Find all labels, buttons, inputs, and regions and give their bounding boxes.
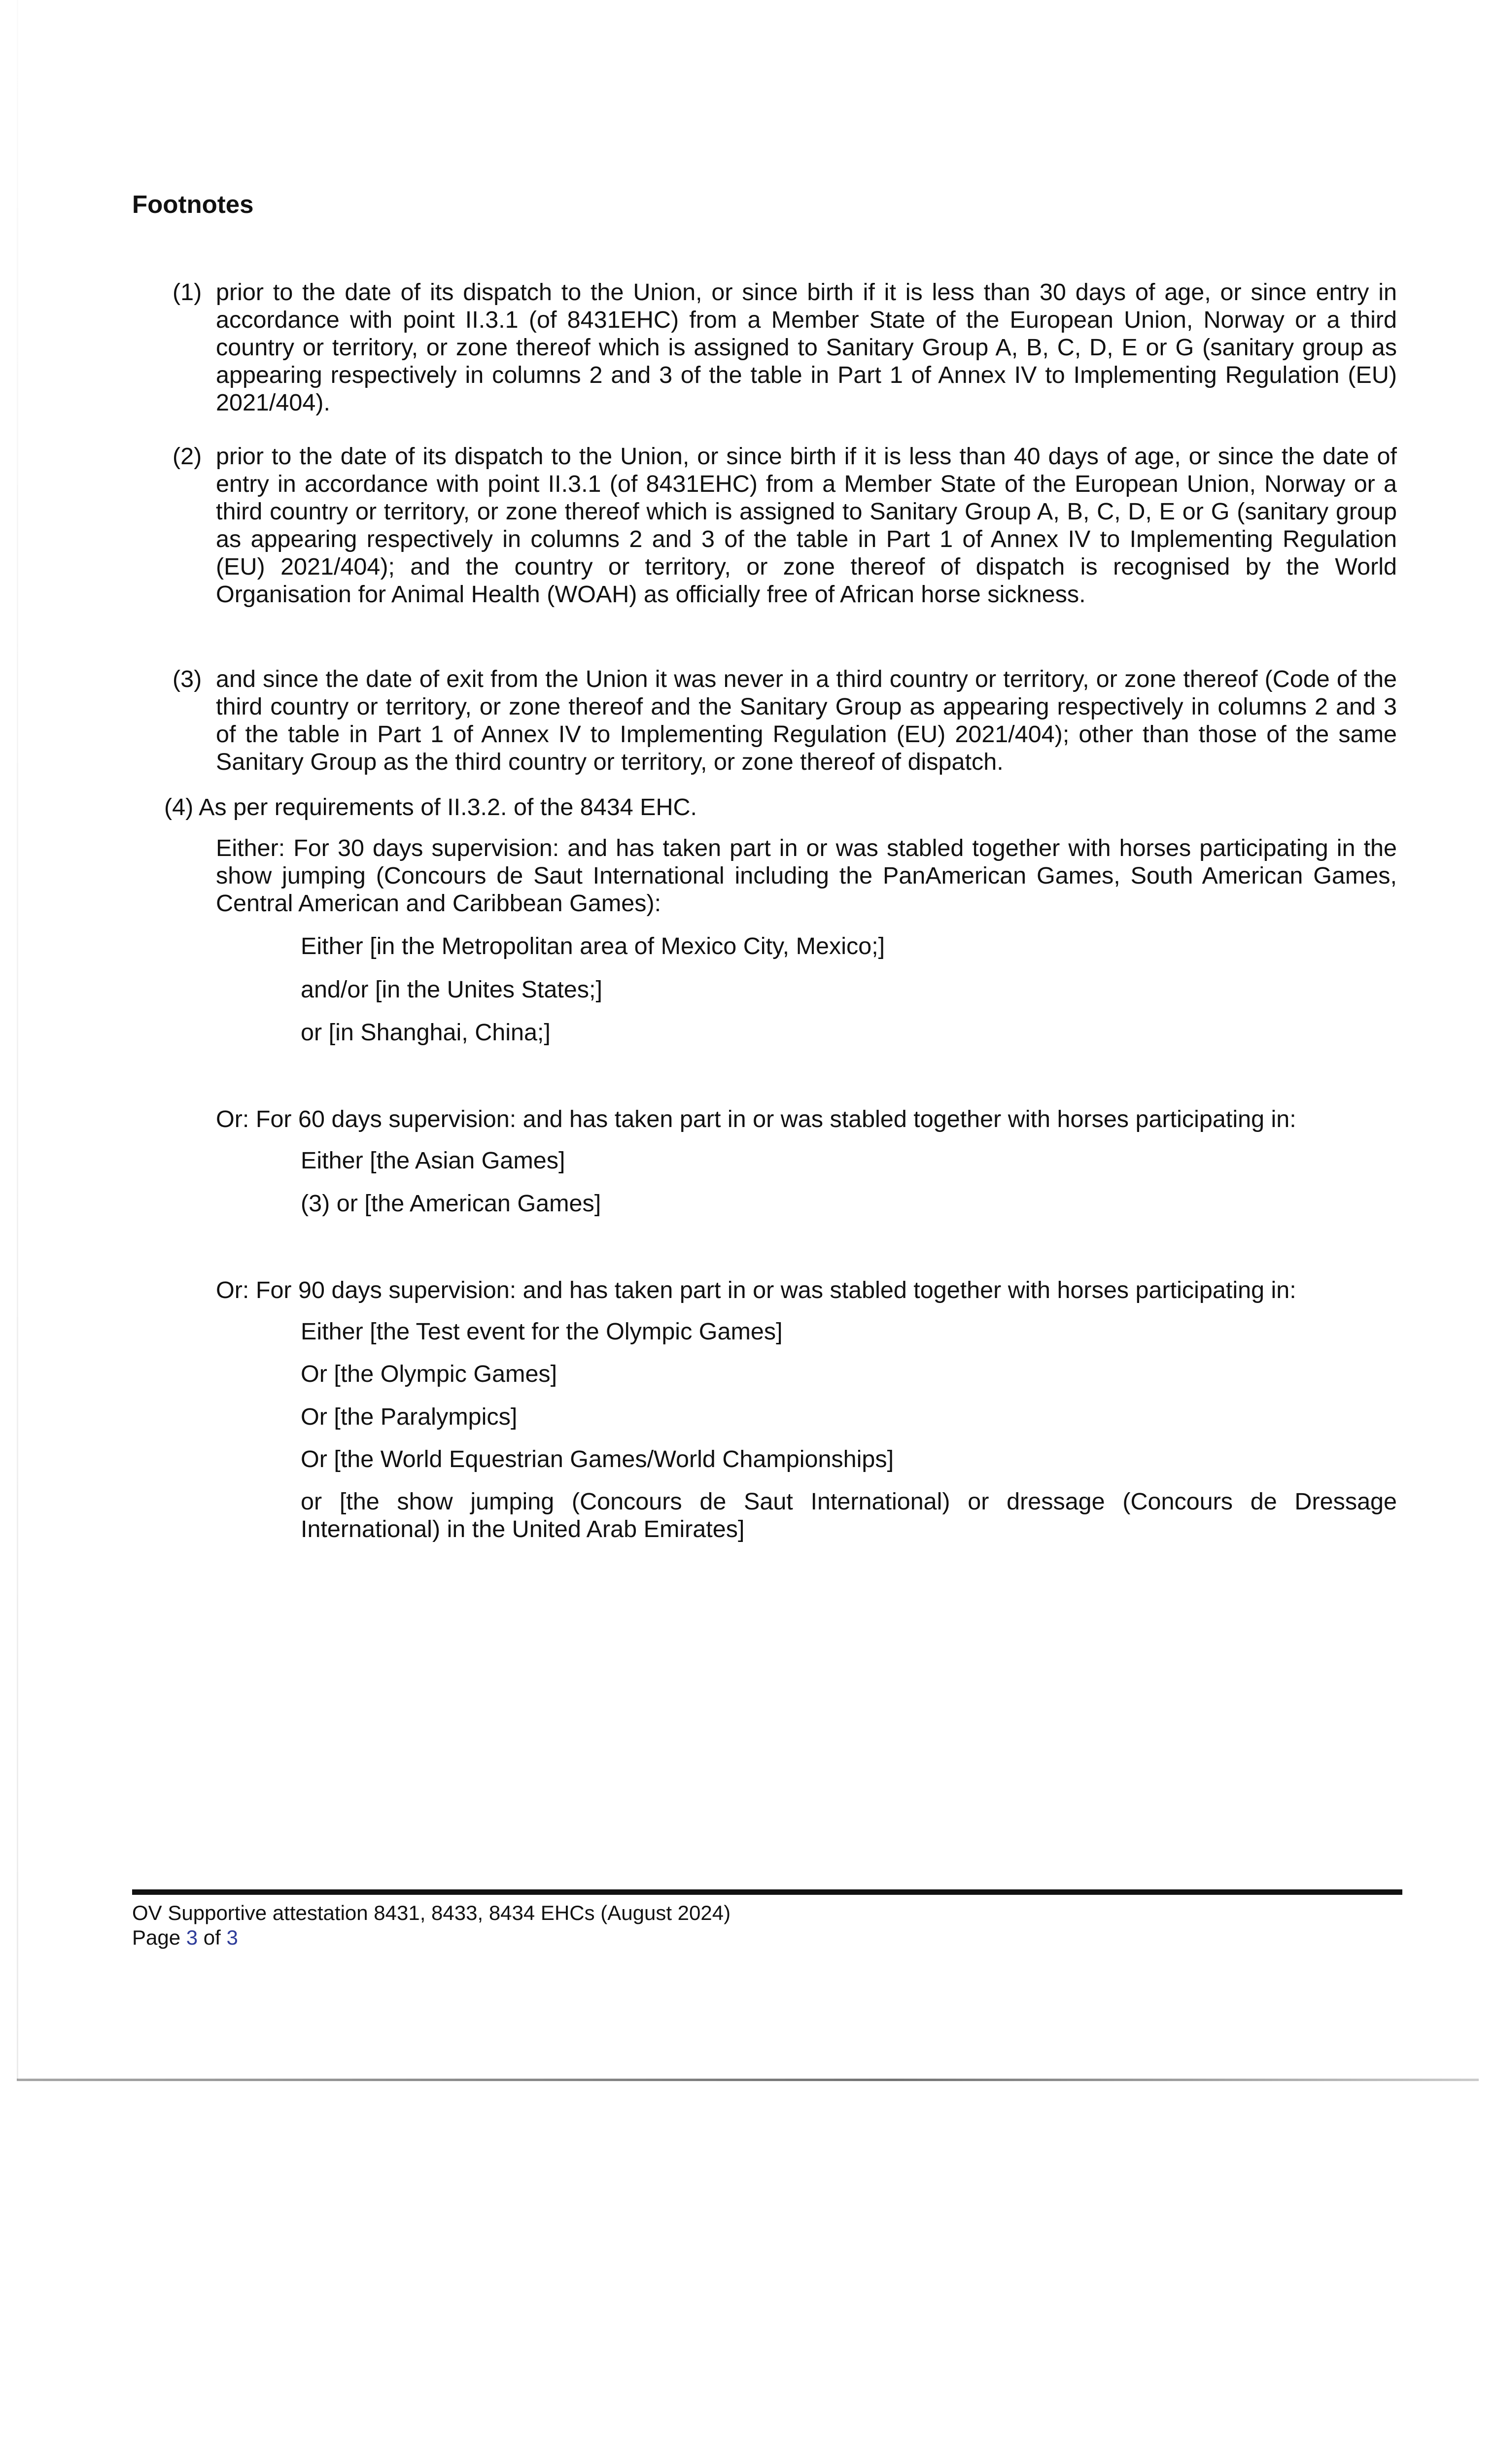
footnote-text: prior to the date of its dispatch to the Union, or since birth if it is less than 40 days of age, or since the date of entry in accordance with point II.3.1 (of 8431EHC) from a Member State of the European Union, Norway or a third country or territory, or zone thereof which is assigned to Sanitary Group A, B, C, D, E or G (sanitary group as appearing respectively in columns 2 and 3 of the table in Part 1 of Annex IV to Implementing Regulation (EU) 2021/404); and the country or territory, or zone thereof of dispatch is recognised by the World Organisation for Animal Health (WOAH) as officially free of African horse sickness. [216, 443, 1397, 608]
option-60-intro: Or: For 60 days supervision: and has taken part in or was stabled together with horses participating in: [216, 1106, 1296, 1132]
footnote-number: (2) [173, 443, 202, 470]
footnote-number: (1) [173, 279, 202, 306]
option-90-item: Or [the World Equestrian Games/World Championships] [301, 1446, 894, 1472]
option-30-item: Either [in the Metropolitan area of Mexico City, Mexico;] [301, 933, 885, 959]
option-30-item: or [in Shanghai, China;] [301, 1019, 551, 1046]
option-90-item: Or [the Paralympics] [301, 1403, 518, 1430]
page-total: 3 [226, 1926, 238, 1949]
footer-rule [132, 1889, 1402, 1895]
footnote-2 [173, 443, 1397, 608]
footnote-number: (3) [173, 666, 202, 692]
footnote-1 [173, 278, 1397, 416]
option-90-item: Either [the Test event for the Olympic Games] [301, 1318, 783, 1345]
footnote-text: prior to the date of its dispatch to the Union, or since birth if it is less than 30 days of age, or since entry in accordance with point II.3.1 (of 8431EHC) from a Member State of the European Union, Norway or a third country or territory, or zone thereof which is assigned to Sanitary Group A, B, C, D, E or G (sanitary group as appearing respectively in columns 2 and 3 of the table in Part 1 of Annex IV to Implementing Regulation (EU) 2021/404). [216, 279, 1397, 416]
option-60-item: Either [the Asian Games] [301, 1147, 565, 1174]
scan-edge-left [17, 0, 18, 2080]
option-60-item: (3) or [the American Games] [301, 1190, 601, 1217]
footnote-text: and since the date of exit from the Union it was never in a third country or territory, or zone thereof (Code of the third country or territory, or zone thereof and the Sanitary Group as appearing respectively in columns 2 and 3 of the table in Part 1 of Annex IV to Implementing Regulation (EU) 2021/404); other than those of the same Sanitary Group as the third country or territory, or zone thereof of dispatch. [216, 666, 1397, 775]
option-30-item: and/or [in the Unites States;] [301, 976, 602, 1003]
footnote-4-heading: (4) As per requirements of II.3.2. of the 8434 EHC. [164, 794, 697, 821]
footnote-3 [173, 665, 1397, 776]
page-current: 3 [186, 1926, 198, 1949]
footer-page-number [132, 1925, 238, 1950]
page-of-label: of [203, 1926, 221, 1949]
footnotes-heading: Footnotes [132, 190, 254, 218]
option-90-item: or [the show jumping (Concours de Saut International) or dressage (Concours de Dressage International) in the United Arab Emirates] [301, 1488, 1397, 1542]
scan-edge-bottom [17, 2079, 1479, 2081]
option-90-intro: Or: For 90 days supervision: and has taken part in or was stabled together with horses participating in: [216, 1277, 1296, 1303]
page-label: Page [132, 1926, 181, 1949]
option-90-item: Or [the Olympic Games] [301, 1361, 557, 1387]
footer-attestation: OV Supportive attestation 8431, 8433, 8434 EHCs (August 2024) [132, 1901, 731, 1924]
option-30-intro: Either: For 30 days supervision: and has taken part in or was stabled together with horses participating in the show jumping (Concours de Saut International including the PanAmerican Games, South American Games, Central American and Caribbean Games): [216, 835, 1397, 917]
